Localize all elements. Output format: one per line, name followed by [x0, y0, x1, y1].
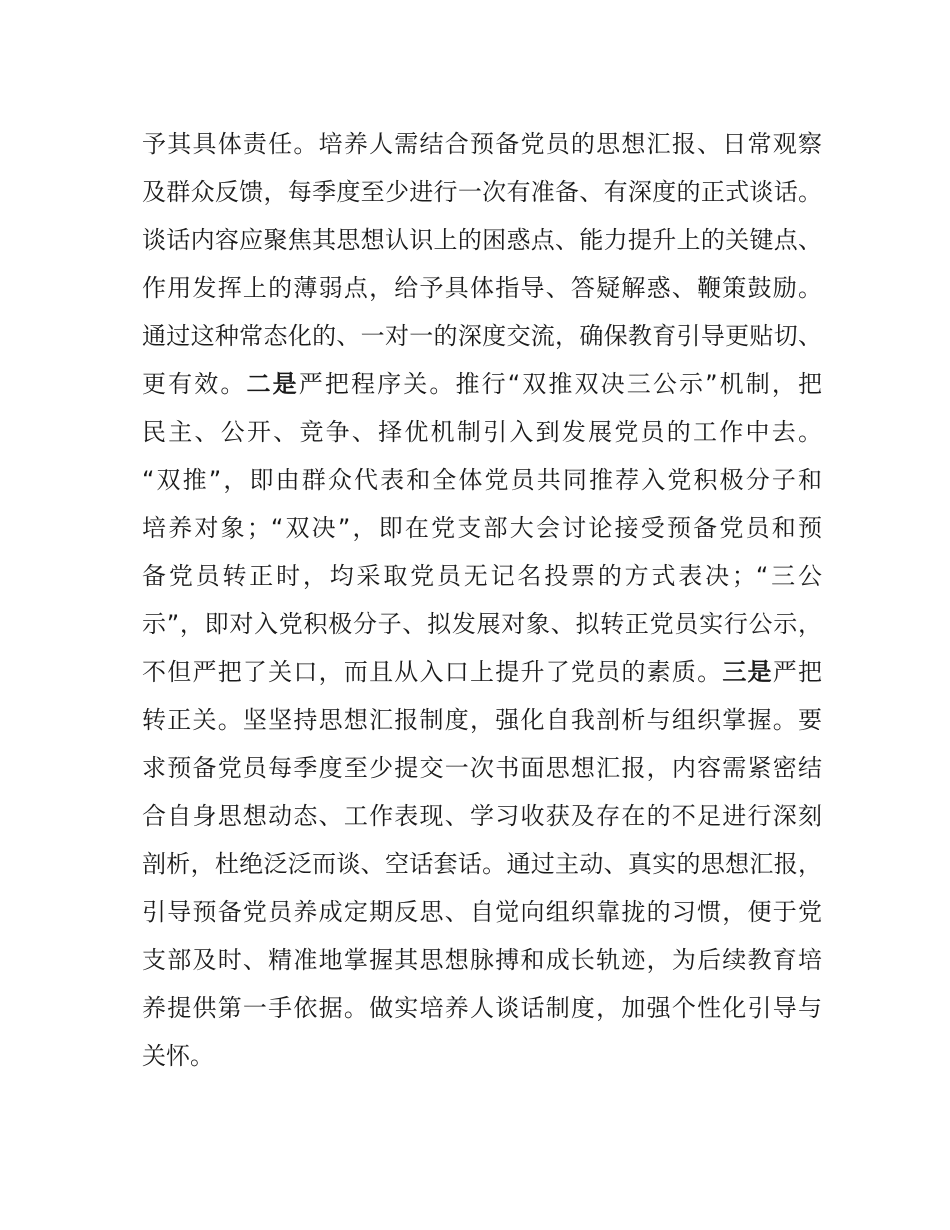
- paragraph-line: [142, 696, 822, 744]
- body-text: [142, 120, 822, 1080]
- line-text: 予其具体责任。培养人需结合预备党员的思想汇报、日常观察: [142, 130, 822, 158]
- paragraph-line: [142, 312, 822, 360]
- line-text: 支部及时、精准地掌握其思想脉搏和成长轨迹，为后续教育培: [142, 946, 822, 974]
- line-text: 求预备党员每季度至少提交一次书面思想汇报，内容需紧密结: [142, 754, 822, 782]
- line-text: 备党员转正时，均采取党员无记名投票的方式表决；“三公: [142, 562, 822, 590]
- line-text: 严把: [772, 658, 823, 686]
- paragraph-line: [142, 504, 822, 552]
- line-text: 转正关。坚坚持思想汇报制度，强化自我剖析与组织掌握。要: [142, 706, 822, 734]
- line-text: 关怀。: [142, 1042, 214, 1070]
- paragraph-line: [142, 936, 822, 984]
- line-text: 谈话内容应聚焦其思想认识上的困惑点、能力提升上的关键点、: [142, 226, 822, 254]
- paragraph-line: [142, 600, 822, 648]
- paragraph-line: [142, 1032, 822, 1080]
- paragraph-line: [142, 408, 822, 456]
- paragraph-line: [142, 648, 822, 696]
- line-text: 严把程序关。推行“双推双决三公示”机制，把: [298, 370, 823, 398]
- line-text: 及群众反馈，每季度至少进行一次有准备、有深度的正式谈话。: [142, 178, 822, 206]
- paragraph-line: [142, 168, 822, 216]
- paragraph-line: [142, 840, 822, 888]
- paragraph-line: [142, 264, 822, 312]
- paragraph-line: [142, 120, 822, 168]
- paragraph-line: [142, 456, 822, 504]
- bold-lead-text: 三是: [722, 658, 773, 686]
- line-text: 民主、公开、竞争、择优机制引入到发展党员的工作中去。: [142, 418, 822, 446]
- paragraph-line: [142, 888, 822, 936]
- line-text: 引导预备党员养成定期反思、自觉向组织靠拢的习惯，便于党: [142, 898, 822, 926]
- line-text: 作用发挥上的薄弱点，给予具体指导、答疑解惑、鞭策鼓励。: [142, 274, 822, 302]
- line-text: 培养对象；“双决”，即在党支部大会讨论接受预备党员和预: [142, 514, 822, 542]
- paragraph-line: [142, 984, 822, 1032]
- line-text: 示”，即对入党积极分子、拟发展对象、拟转正党员实行公示，: [142, 610, 822, 638]
- line-text: 不但严把了关口，而且从入口上提升了党员的素质。: [142, 658, 723, 686]
- paragraph-line: [142, 552, 822, 600]
- line-text: “双推”，即由群众代表和全体党员共同推荐入党积极分子和: [142, 466, 822, 494]
- line-text: 通过这种常态化的、一对一的深度交流，确保教育引导更贴切、: [142, 322, 822, 350]
- paragraph-line: [142, 216, 822, 264]
- bold-lead-text: 二是: [246, 370, 299, 398]
- line-text: 合自身思想动态、工作表现、学习收获及存在的不足进行深刻: [142, 802, 822, 830]
- paragraph-line: [142, 360, 822, 408]
- line-text: 更有效。: [142, 370, 247, 398]
- line-text: 剖析，杜绝泛泛而谈、空话套话。通过主动、真实的思想汇报，: [142, 850, 822, 878]
- paragraph-line: [142, 744, 822, 792]
- line-text: 养提供第一手依据。做实培养人谈话制度，加强个性化引导与: [142, 994, 822, 1022]
- paragraph-line: [142, 792, 822, 840]
